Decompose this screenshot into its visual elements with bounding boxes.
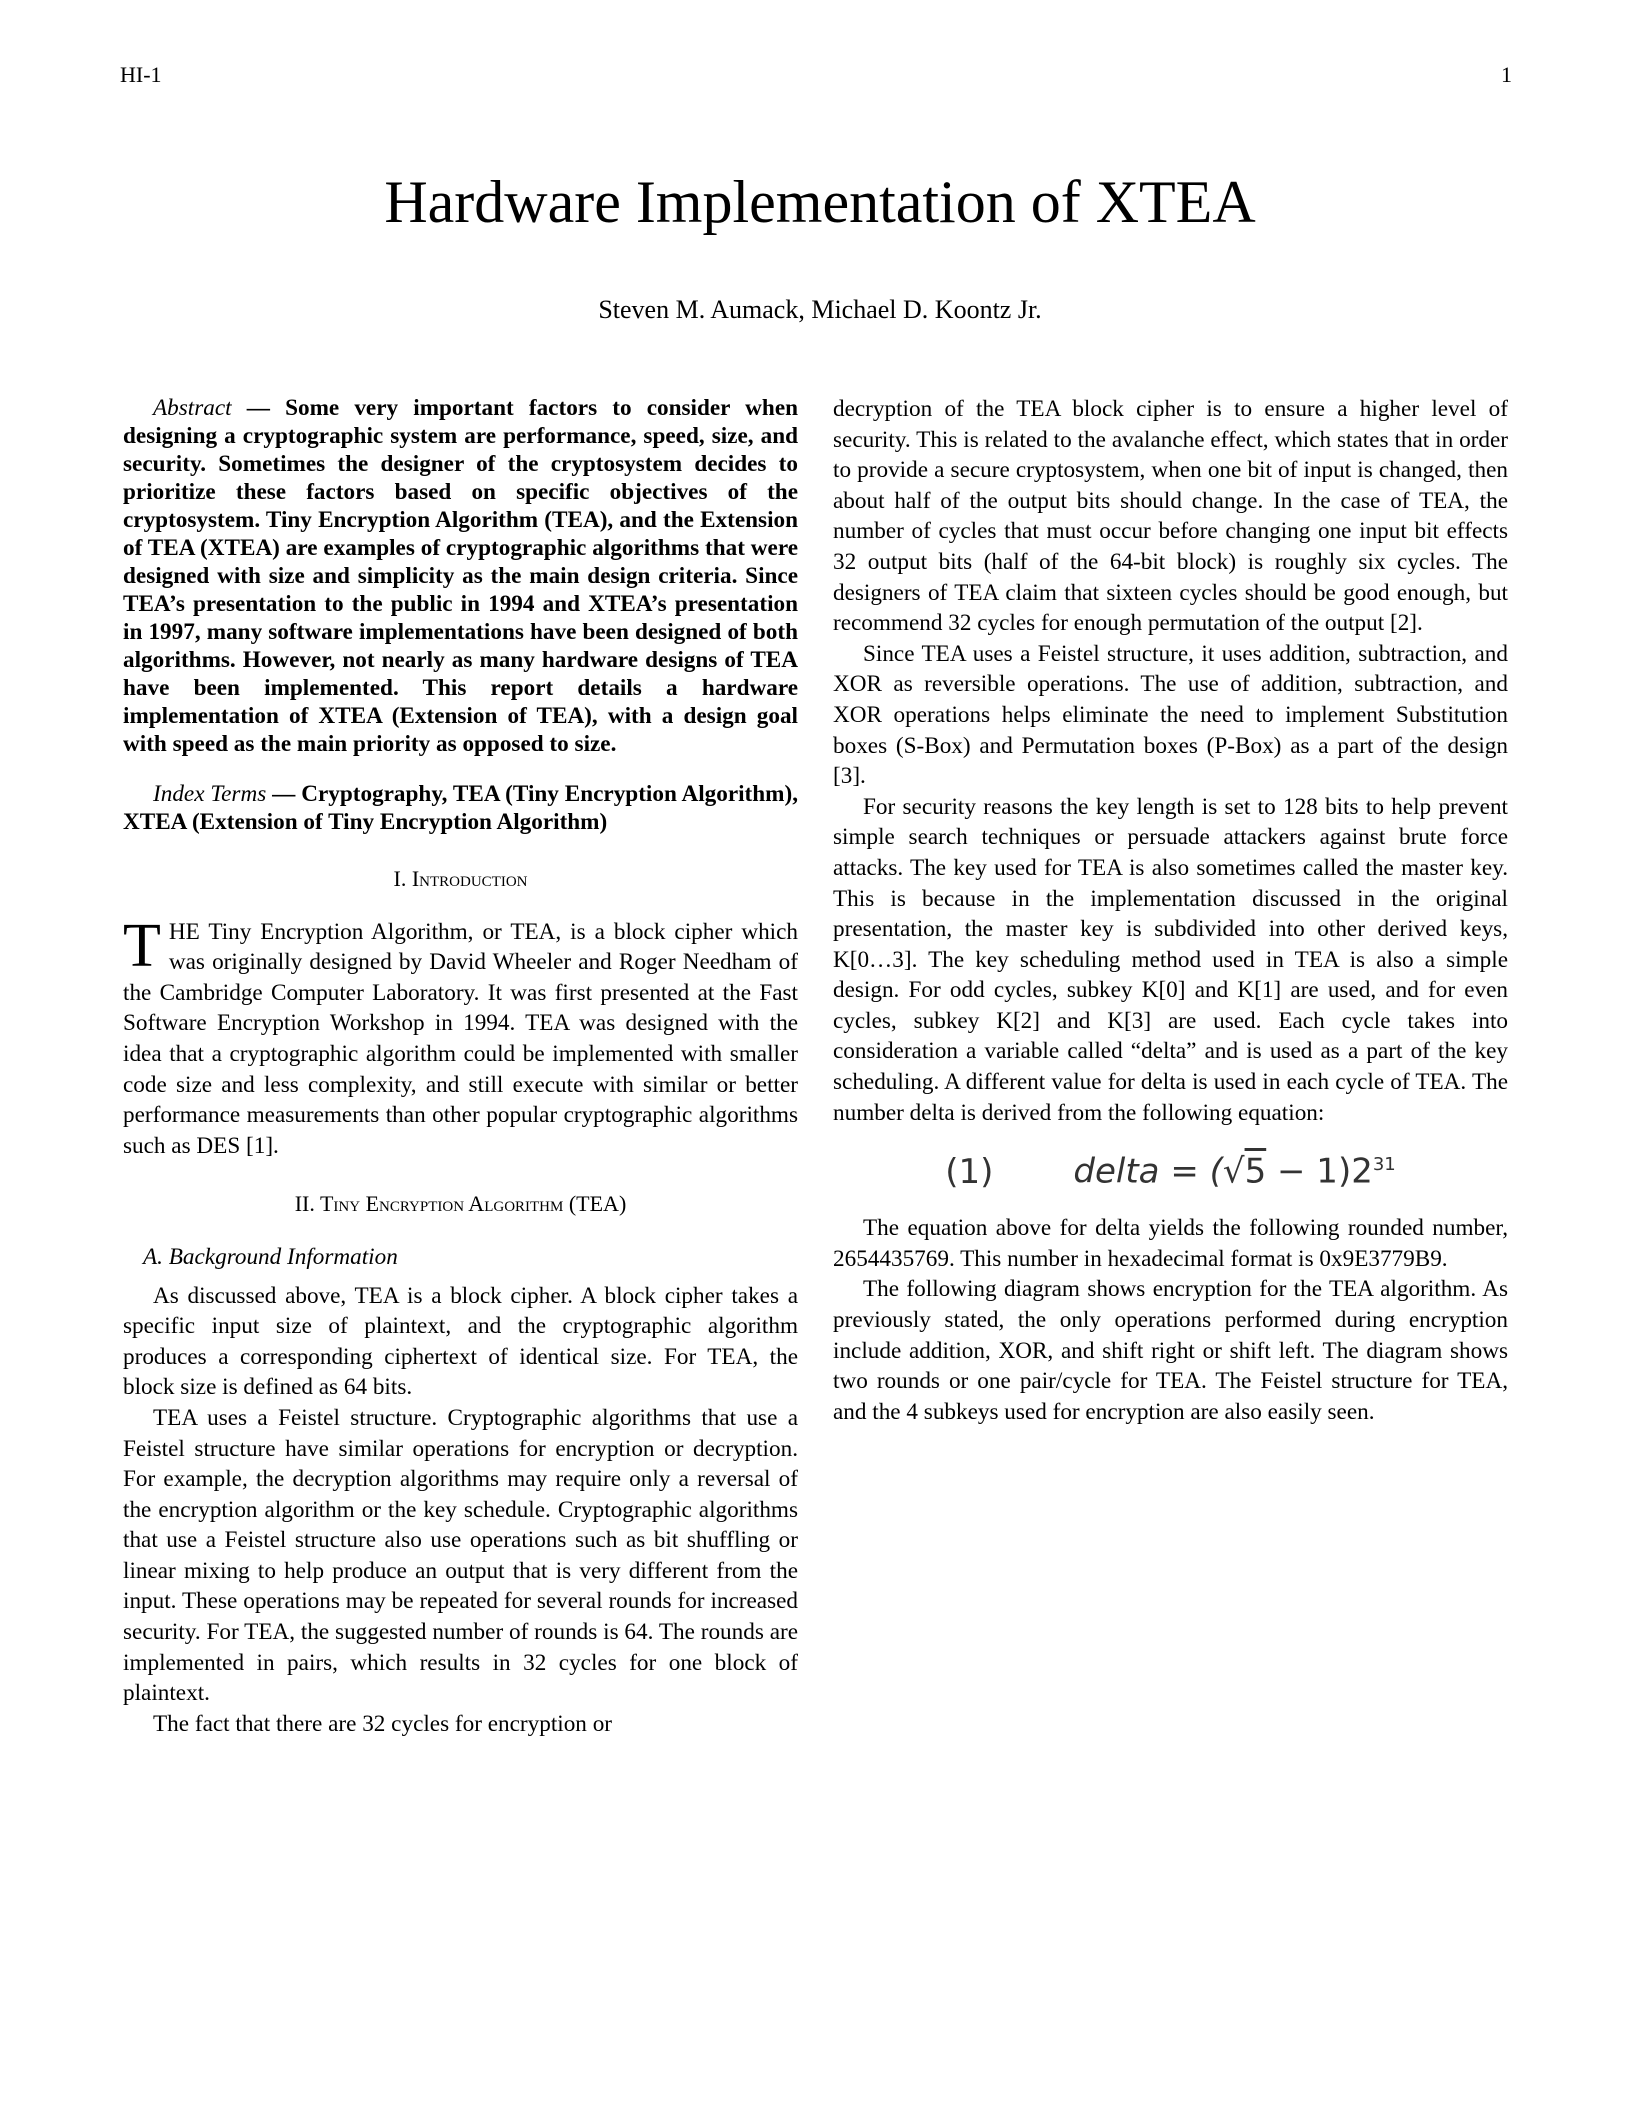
abstract-text: Some very important factors to consider when designing a cryptographic system are performance, speed, size, and security. Sometimes the designer of the cryptosystem decides to prioritize these factors based on specific objectives of the cryptosystem. Tiny Encryption Algorithm (TEA), and the Extension of TEA (XTEA) are examples of cryptographic algorithms that were designed with size and simplicity as the main design criteria. Since TEA’s presentation to the public in 1994 and XTEA’s presentation in 1997, many software implementations have been designed of both algorithms. However, not nearly as many hardware designs of TEA have been implemented. This report details a hardware implementation of XTEA (Extension of TEA), with a design goal with speed as the main priority as opposed to size. xyxy=(123,395,799,757)
page-number: 1 xyxy=(1501,62,1512,87)
index-terms-text: Cryptography, TEA (Tiny Encryption Algorithm), XTEA (Extension of Tiny Encryption Algorithm) xyxy=(123,781,799,835)
left-column xyxy=(123,394,798,1739)
background-paragraph-2: TEA uses a Feistel structure. Cryptographic algorithms that use a Feistel structure have similar operations for encryption or decryption. For example, the decryption algorithms may require only a reversal of the encryption algorithm or the key schedule. Cryptographic algorithms that use a Feistel structure also use operations such as bit shuffling or linear mixing to help produce an output that is very different from the input. These operations may be repeated for several rounds for increased security. For TEA, the suggested number of rounds is 64. The rounds are implemented in pairs, which results in 32 cycles for one block of plaintext. xyxy=(123,1404,798,1707)
index-terms-label: Index Terms xyxy=(153,781,267,807)
drop-cap: T xyxy=(123,911,161,980)
paper-title: Hardware Implementation of XTEA xyxy=(384,169,1256,235)
sqrt-sign: √ xyxy=(1222,1151,1245,1192)
equation-number: (1) xyxy=(945,1151,994,1192)
introduction-text: HE Tiny Encryption Algorithm, or TEA, is a block cipher which was originally designed by David Wheeler and Roger Needham of the Cambridge Computer Laboratory. It was first presented at the Fast Software Encryption Workshop in 1994. TEA was designed with the idea that a cryptographic algorithm could be implemented with smaller code size and less complexity, and still execute with similar or better performance measurements than other popular cryptographic algorithms such as DES [1]. xyxy=(123,918,798,1159)
equation-exponent: 31 xyxy=(1372,1154,1396,1176)
right-paragraph-4: The equation above for delta yields the following rounded number, 2654435769. This number in hexadecimal format is 0x9E3779B9. xyxy=(833,1215,1508,1272)
authors: Steven M. Aumack, Michael D. Koontz Jr. xyxy=(598,295,1042,324)
equation-lhs: delta = ( xyxy=(1073,1151,1223,1192)
right-paragraph-2: Since TEA uses a Feistel structure, it uses addition, subtraction, and XOR as reversible operations. The use of addition, subtraction, and XOR operations helps eliminate the need to implement Substitution boxes (S-Box) and Permutation boxes (P-Box) as a part of the design [3]. xyxy=(833,640,1508,790)
abstract xyxy=(123,394,798,758)
background-paragraph-1: As discussed above, TEA is a block cipher. A block cipher takes a specific input size of plaintext, and the cryptographic algorithm produces a corresponding ciphertext of identical size. For TEA, the block size is defined as 64 bits. xyxy=(123,1282,798,1401)
right-paragraph-3: For security reasons the key length is set to 128 bits to help prevent simple search techniques or persuade attackers against brute force attacks. The key used for TEA is also sometimes called the master key. This is because in the implementation discussed in the original presentation, the master key is subdivided into other derived keys, K[0…3]. The key scheduling method used in TEA is also a simple design. For odd cycles, subkey K[0] and K[1] are used, and for even cycles, subkey K[2] and K[3] are used. Each cycle takes into consideration a variable called “delta” and is used as a part of the key scheduling. A different value for delta is used in each cycle of TEA. The number delta is derived from the following equation: xyxy=(833,793,1508,1126)
subsection-heading-background: A. Background Information xyxy=(143,1243,398,1270)
section-heading-introduction: I. Introduction xyxy=(393,866,528,891)
right-paragraph-5: The following diagram shows encryption for the TEA algorithm. As previously stated, the only operations performed during encryption include addition, XOR, and shift right or shift left. The diagram shows two rounds or one pair/cycle for TEA. The Feistel structure for TEA, and the 4 subkeys used for encryption are also easily seen. xyxy=(833,1276,1508,1425)
delta-equation xyxy=(833,1150,1508,1192)
background-paragraph-3: The fact that there are 32 cycles for encryption or xyxy=(153,1710,613,1737)
abstract-label: Abstract xyxy=(153,395,232,421)
right-column xyxy=(833,394,1508,1427)
radicand: 5 xyxy=(1244,1151,1267,1192)
right-paragraph-1: decryption of the TEA block cipher is to ensure a higher level of security. This is related to the avalanche effect, which states that in order to provide a secure cryptosystem, when one bit of input is changed, then about half of the output bits should change. In the case of TEA, the number of cycles that must occur before changing one input bit effects 32 output bits (half of the 64-bit block) is roughly six cycles. The designers of TEA claim that sixteen cycles should be good enough, but recommend 32 cycles for enough permutation of the output [2]. xyxy=(833,396,1508,637)
index-terms-dash: — xyxy=(266,781,302,807)
index-terms xyxy=(123,780,798,836)
equation-rest: − 1)2 xyxy=(1266,1151,1373,1192)
introduction-paragraph xyxy=(123,911,798,1162)
section-heading-tea: II. Tiny Encryption Algorithm (TEA) xyxy=(294,1191,627,1217)
abstract-dash: — xyxy=(231,395,286,421)
running-header: HI-1 xyxy=(120,62,162,87)
